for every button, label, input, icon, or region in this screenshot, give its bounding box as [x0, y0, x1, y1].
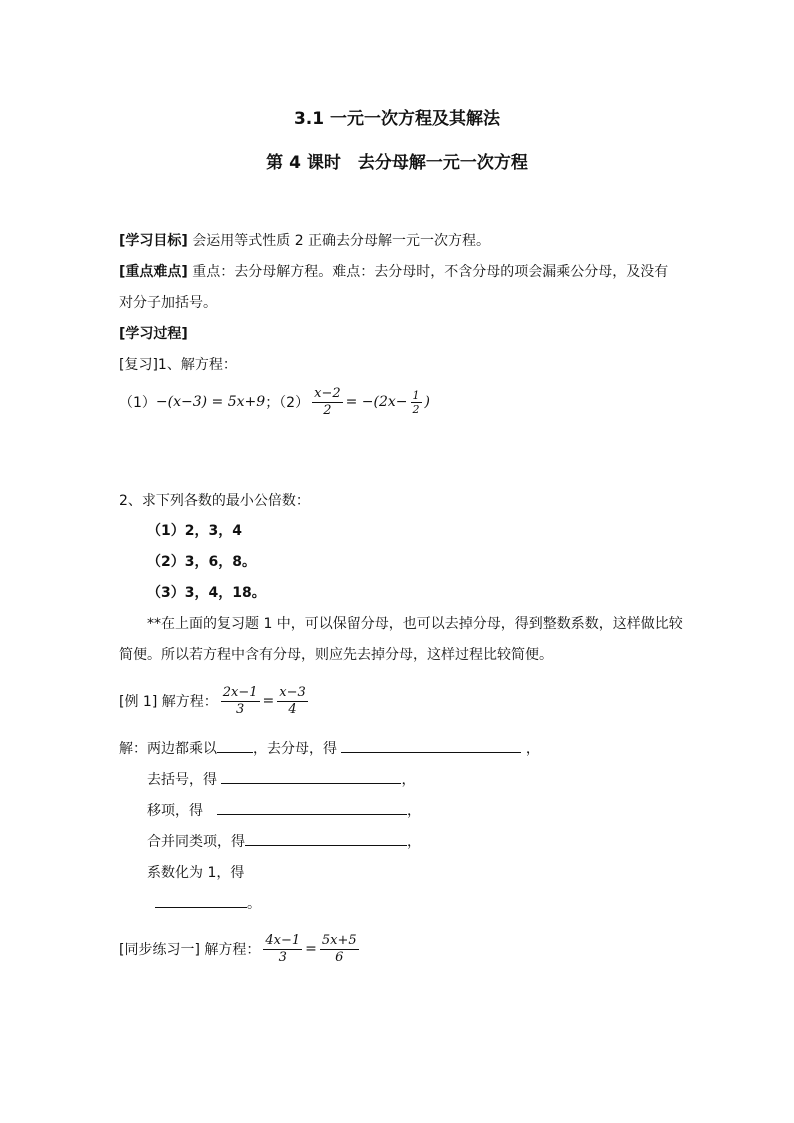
- multiplier-blank[interactable]: [217, 738, 253, 753]
- note-line2: 简便。所以若方程中含有分母，则应先去掉分母，这样过程比较简便。: [119, 647, 553, 663]
- note-line1: **在上面的复习题 1 中，可以保留分母，也可以去掉分母，得到整数系数，这样做比较: [147, 616, 683, 632]
- step4-end: ，: [407, 834, 421, 850]
- step2-answer-blank[interactable]: [221, 769, 401, 784]
- learning-goal: [119, 230, 490, 250]
- step3-text: 移项，得: [147, 803, 217, 819]
- practice-lhs-fraction: [263, 933, 302, 966]
- example-rhs-numerator: x−3: [279, 684, 306, 700]
- eq2-denominator: 2: [323, 402, 332, 418]
- step3-end: ，: [407, 803, 421, 819]
- step2-text: 去括号，得: [147, 772, 222, 788]
- eq2-close: ): [424, 394, 430, 410]
- goal-tag: [学习目标]: [119, 233, 188, 249]
- step1-text-b: ，去分母，得: [253, 741, 342, 757]
- practice-equals: =: [305, 941, 317, 957]
- focus-tag: [重点难点]: [119, 264, 188, 280]
- step1-answer-blank[interactable]: [341, 738, 521, 753]
- equation-1: −(x−3) = 5x+9: [155, 394, 266, 410]
- step6-end: 。: [247, 896, 261, 912]
- example-rhs-denominator: 4: [288, 701, 297, 717]
- process-tag: [学习过程]: [119, 326, 188, 342]
- practice-rhs-numerator: 5x+5: [321, 932, 357, 948]
- lcm-item: （3）3，4，18。: [147, 585, 266, 601]
- practice-lhs-denominator: 3: [278, 949, 287, 965]
- eq2-fraction: [312, 386, 343, 419]
- practice-1: [119, 929, 362, 969]
- step1-text-c: ，: [521, 741, 540, 757]
- practice-rhs-fraction: [320, 933, 359, 966]
- step1-text-a: 解：两边都乘以: [119, 741, 217, 757]
- solution-step-3: [147, 800, 421, 820]
- lcm-heading: 2、求下列各数的最小公倍数：: [119, 493, 310, 509]
- page-title: 3.1 一元一次方程及其解法: [293, 109, 501, 129]
- example-rhs-fraction: [277, 685, 308, 718]
- step4-answer-blank[interactable]: [245, 831, 407, 846]
- example-lhs-numerator: 2x−1: [222, 684, 258, 700]
- solution-step-2: [147, 769, 415, 789]
- eq2-numerator: x−2: [314, 385, 341, 401]
- solution-step-5: 系数化为 1，得: [147, 865, 245, 881]
- page-subtitle: 第 4 课时 去分母解一元一次方程: [266, 153, 528, 173]
- example-label: [例 1] 解方程：: [119, 694, 218, 710]
- eq2-inner-fraction: [411, 389, 422, 416]
- eq2-inner-denominator: 2: [412, 402, 420, 416]
- example-lhs-denominator: 3: [235, 701, 245, 717]
- step3-answer-blank[interactable]: [217, 800, 407, 815]
- practice-label: [同步练习一] 解方程：: [119, 942, 261, 958]
- review-equations: [119, 382, 430, 422]
- eq2-middle: = −(2x−: [345, 394, 408, 410]
- step4-text: 合并同类项，得: [147, 834, 245, 850]
- solution-step-1: [119, 738, 540, 758]
- solution-step-4: [147, 831, 421, 851]
- review-heading: [复习]1、解方程：: [119, 357, 237, 373]
- lcm-item: （2）3，6，8。: [147, 554, 256, 570]
- example-1: [119, 681, 311, 721]
- eq1-label: （1）: [119, 395, 156, 411]
- eq-separator: ；（2）: [265, 395, 310, 411]
- final-answer-blank[interactable]: [155, 893, 247, 908]
- example-equals: =: [262, 693, 275, 709]
- key-points: [119, 261, 668, 281]
- solution-step-6: [155, 893, 261, 913]
- focus-line1: 重点：去分母解方程。难点：去分母时，不含分母的项会漏乘公分母，及没有: [187, 264, 669, 280]
- practice-lhs-numerator: 4x−1: [265, 932, 301, 948]
- lcm-item: （1）2，3，4: [147, 523, 242, 539]
- eq2-inner-numerator: 1: [412, 388, 420, 402]
- practice-rhs-denominator: 6: [335, 949, 344, 965]
- example-lhs-fraction: [221, 685, 260, 718]
- focus-line2: 对分子加括号。: [119, 295, 217, 311]
- step2-end: ，: [401, 772, 416, 788]
- goal-text: 会运用等式性质 2 正确去分母解一元一次方程。: [187, 233, 491, 249]
